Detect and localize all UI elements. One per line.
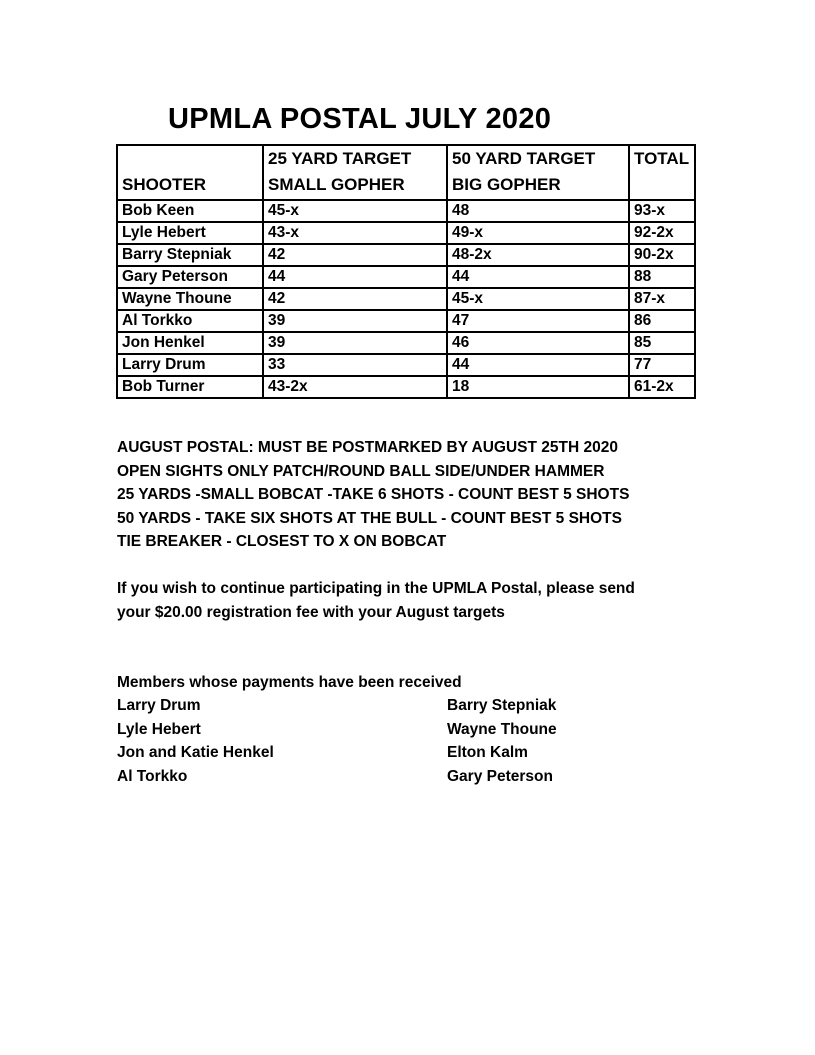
registration-note xyxy=(117,577,635,624)
table-row xyxy=(117,222,695,244)
score-25-yard: 43-2x xyxy=(263,376,447,398)
member-name: Barry Stepniak xyxy=(447,697,557,714)
table-row xyxy=(117,310,695,332)
note-line: your $20.00 registration fee with your August targets xyxy=(117,603,505,621)
header-50-yard xyxy=(447,145,629,200)
score-50-yard: 49-x xyxy=(447,222,629,244)
rule-line: AUGUST POSTAL: MUST BE POSTMARKED BY AUGUST 25TH 2020 xyxy=(117,439,618,456)
score-total: 86 xyxy=(629,310,695,332)
member-name: Gary Peterson xyxy=(447,767,553,785)
header-shooter: SHOOTER xyxy=(117,145,263,200)
shooter-name: Al Torkko xyxy=(117,310,263,332)
score-total: 88 xyxy=(629,266,695,288)
page-title: UPMLA POSTAL JULY 2020 xyxy=(168,103,552,135)
score-50-yard: 46 xyxy=(447,332,629,354)
rule-line: TIE BREAKER - CLOSEST TO X ON BOBCAT xyxy=(117,533,447,550)
score-total: 92-2x xyxy=(629,222,695,244)
members-right-column xyxy=(447,694,557,788)
shooter-name: Bob Keen xyxy=(117,200,263,222)
score-25-yard: 42 xyxy=(263,244,447,266)
rule-line: 25 YARDS -SMALL BOBCAT -TAKE 6 SHOTS - COUNT BEST 5 SHOTS xyxy=(117,486,630,503)
score-25-yard: 33 xyxy=(263,354,447,376)
member-name: Larry Drum xyxy=(117,697,201,714)
score-50-yard: 44 xyxy=(447,266,629,288)
header-25-yard xyxy=(263,145,447,200)
member-name: Elton Kalm xyxy=(447,744,528,761)
header-25-yard-line1: 25 YARD TARGET xyxy=(268,149,412,168)
header-50-yard-line1: 50 YARD TARGET xyxy=(452,149,596,168)
score-50-yard: 45-x xyxy=(447,288,629,310)
score-total: 90-2x xyxy=(629,244,695,266)
score-total: 87-x xyxy=(629,288,695,310)
table-row xyxy=(117,376,695,398)
august-rules xyxy=(117,436,629,554)
members-left-column xyxy=(117,694,274,788)
score-25-yard: 39 xyxy=(263,332,447,354)
members-heading: Members whose payments have been received xyxy=(117,674,462,691)
table-row xyxy=(117,288,695,310)
shooter-name: Bob Turner xyxy=(117,376,263,398)
score-total: 61-2x xyxy=(629,376,695,398)
note-line: If you wish to continue participating in the UPMLA Postal, please send xyxy=(117,580,635,597)
member-name: Al Torkko xyxy=(117,767,188,785)
table-row xyxy=(117,266,695,288)
score-50-yard: 18 xyxy=(447,376,629,398)
header-25-yard-line2: SMALL GOPHER xyxy=(268,175,405,194)
rule-line: 50 YARDS - TAKE SIX SHOTS AT THE BULL - COUNT BEST 5 SHOTS xyxy=(117,509,622,527)
table-row xyxy=(117,244,695,266)
score-25-yard: 42 xyxy=(263,288,447,310)
table-row xyxy=(117,200,695,222)
rule-line: OPEN SIGHTS ONLY PATCH/ROUND BALL SIDE/UNDER HAMMER xyxy=(117,462,605,480)
score-50-yard: 44 xyxy=(447,354,629,376)
member-name: Wayne Thoune xyxy=(447,720,557,738)
header-50-yard-line2: BIG GOPHER xyxy=(452,175,561,194)
score-50-yard: 47 xyxy=(447,310,629,332)
score-25-yard: 43-x xyxy=(263,222,447,244)
results-table xyxy=(116,144,696,399)
header-total: TOTAL xyxy=(629,145,695,200)
score-25-yard: 44 xyxy=(263,266,447,288)
score-25-yard: 45-x xyxy=(263,200,447,222)
shooter-name: Lyle Hebert xyxy=(117,222,263,244)
score-total: 85 xyxy=(629,332,695,354)
score-50-yard: 48-2x xyxy=(447,244,629,266)
table-header-row xyxy=(117,145,695,200)
shooter-name: Larry Drum xyxy=(117,354,263,376)
shooter-name: Gary Peterson xyxy=(117,266,263,288)
score-25-yard: 39 xyxy=(263,310,447,332)
score-total: 77 xyxy=(629,354,695,376)
shooter-name: Barry Stepniak xyxy=(117,244,263,266)
shooter-name: Wayne Thoune xyxy=(117,288,263,310)
table-row xyxy=(117,354,695,376)
shooter-name: Jon Henkel xyxy=(117,332,263,354)
score-total: 93-x xyxy=(629,200,695,222)
table-row xyxy=(117,332,695,354)
member-name: Jon and Katie Henkel xyxy=(117,744,274,761)
score-50-yard: 48 xyxy=(447,200,629,222)
member-name: Lyle Hebert xyxy=(117,720,201,738)
